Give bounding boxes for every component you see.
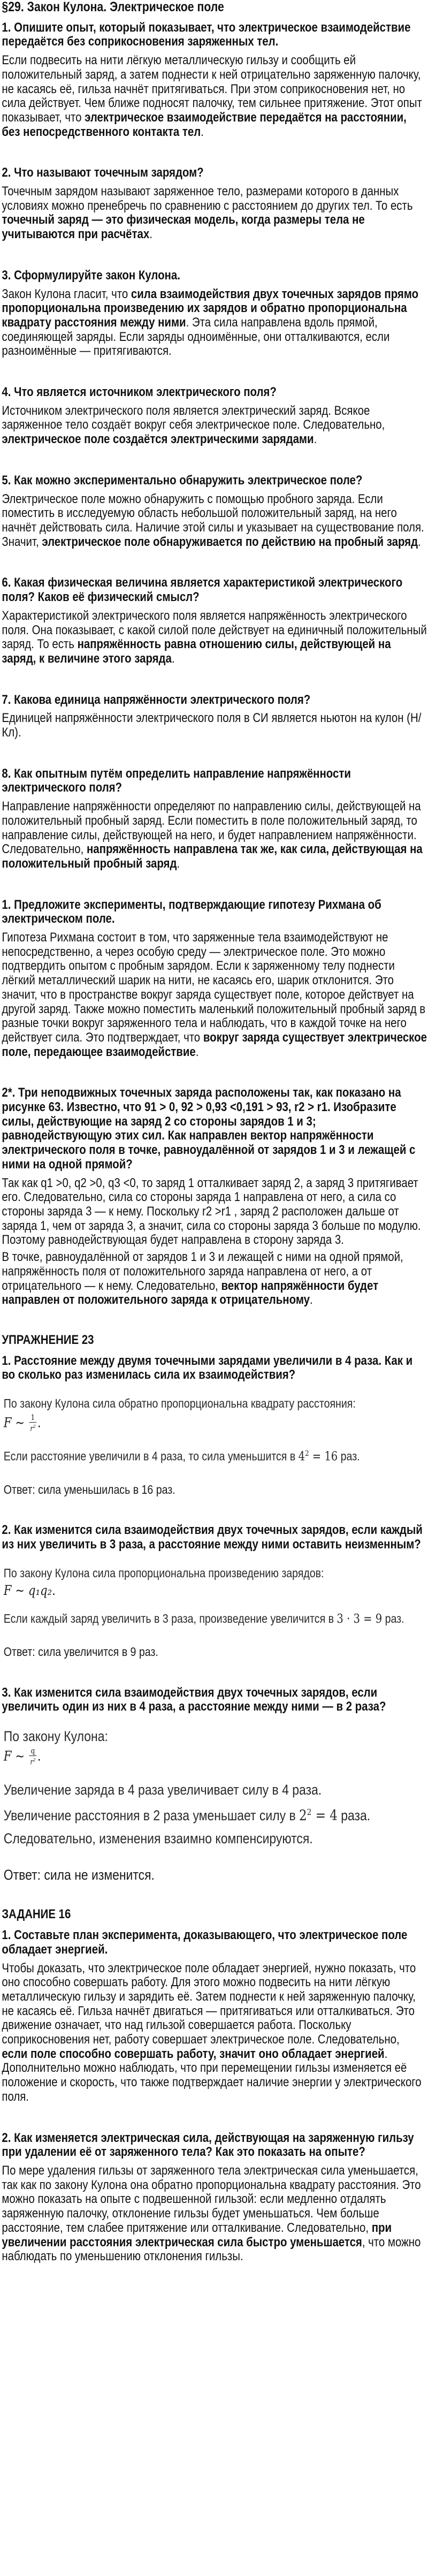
text-segment: 1. Составьте план эксперимента, доказывающего, что электрическое поле обладает энергией.: [2, 1928, 408, 1957]
fraction: [29, 1414, 37, 1433]
text-segment: . Эта сила направлена вдоль прямой, соединяющей заряды. Если заряды одноимённые, они отталкиваются, если разноимённые — притягиваются.: [2, 315, 390, 359]
text-segment: В точке, равноудалённой от зарядов 1 и 3 и лежащей с ними на одной прямой, напряжённость поля от положительного заряда направлена от него, а от отрицательного — к нему. Следовательно,: [2, 1250, 403, 1293]
text-segment: Направление напряжённости определяют по направлению силы, действующей на положительный пробный заряд. Если поместить в поле положительный заряд, то направление силы, действующей на него, и будет направлением напряжённости. Следовательно,: [2, 799, 421, 857]
question-heading: [2, 166, 427, 180]
text-segment: Следовательно, изменения взаимно компенсируются.: [3, 1830, 313, 1846]
text-segment: По закону Кулона:: [3, 1728, 108, 1745]
answer-paragraph: [2, 2164, 427, 2264]
text-segment: Ответ: сила увеличится в 9 раз.: [3, 1644, 158, 1659]
text-segment: 3. Как изменится сила взаимодействия двух точечных зарядов, если увеличить один из них в 4 раза, а расстояние между ними — в 2 раза?: [2, 1685, 386, 1714]
question-heading: [2, 385, 427, 400]
text-segment: По закону Кулона сила обратно пропорциональна квадрату расстояния:: [3, 1396, 356, 1411]
text-segment: Ответ: сила уменьшилась в 16 раз.: [3, 1482, 175, 1496]
denominator-exponent: 2: [33, 1757, 36, 1763]
bold-text: напряжённость равна отношению силы, действующей на заряд, к величине этого заряда: [2, 637, 391, 666]
text-segment: Если каждый заряд увеличить в 3 раза, произведение увеличится в: [3, 1612, 337, 1626]
text-segment: Характеристикой электрического поля является напряжённость электрического поля. Она показывает, с какой силой поле действует на единичный положительный заряд. То есть: [2, 608, 427, 652]
text-segment: Гипотеза Рихмана состоит в том, что заряженные тела взаимодействуют не непосредственно, а через особую среду — электрическое поле. Это можно подтвердить опытом с пробным зарядом. Если к заряженному телу поднести лёгкий металлический шарик на нити, не касаясь его, шарик отклонится. Это значит, что в пространстве вокруг заряда существует поле, которое действует на другой заряд. Также можно поместить маленький положительный пробный заряд в разные точки вокруг заряженного тела и наблюдать, что в каждой точке на него действует сила. Это подтверждает, что: [2, 930, 426, 1045]
text-segment: .: [314, 432, 317, 447]
text-segment: раза.: [337, 1807, 371, 1823]
answer-paragraph: [2, 404, 427, 447]
bold-text: электрическое поле обнаруживается по действию на пробный заряд: [42, 534, 418, 549]
denominator-exponent: 2: [33, 1423, 36, 1429]
text-segment: .: [171, 651, 175, 666]
bold-text: сила взаимодействия двух точечных зарядов прямо пропорциональна произведению их зарядов и обратно пропорциональна квадрату расстояния между ними: [2, 286, 419, 330]
answer-line: [2, 1868, 427, 1882]
solution-text: [2, 1447, 427, 1464]
answer-paragraph: [2, 1176, 427, 1248]
text-segment: 4. Что является источником электрического поля?: [2, 385, 277, 400]
math-text: .: [52, 1582, 56, 1598]
math-text: = 16: [309, 1450, 338, 1464]
superscript: 2: [305, 1449, 309, 1458]
text-segment: 1. Опишите опыт, который показывает, что электрическое взаимодействие передаётся без соприкосновения заряженных тел.: [2, 20, 411, 49]
formula-end: .: [37, 1748, 41, 1764]
bold-text: вектор напряжённости будет направлен от положительного заряда к отрицательному: [2, 1278, 379, 1308]
question-heading: [2, 1354, 427, 1382]
solution-text: [2, 1612, 427, 1627]
formula-relation: ∼: [11, 1415, 28, 1431]
text-segment: 2. Как изменяется электрическая сила, действующая на заряженную гильзу при удалении её от заряженного тела? Как это показать на опыте?: [2, 2130, 414, 2160]
question-heading: [2, 767, 427, 795]
answer-paragraph: [2, 711, 427, 740]
answer-paragraph: [2, 609, 427, 666]
text-segment: 1. Расстояние между двумя точечными зарядами увеличили в 4 раза. Как и во сколько раз изменилась сила их взаимодействия?: [2, 1353, 413, 1382]
question-heading: [2, 1523, 427, 1552]
text-segment: Чтобы доказать, что электрическое поле обладает энергией, нужно показать, что оно способно совершать работу. Для этого можно подвесить на нити лёгкую металлическую гильзу и зарядить её. Затем поднести к ней заряженную палочку, не касаясь её. Гильза начнёт двигаться — притягиваться или отталкиваться. Это движение означает, что над гильзой совершается работа. Поскольку соприкосновения нет, работу совершает электрическое поле. Следовательно,: [2, 1961, 416, 2047]
denominator-base: r: [30, 1758, 33, 1767]
bold-text: электрическое взаимодействие передаётся на расстоянии, без непосредственного контакта тел: [2, 110, 407, 139]
text-segment: Если подвесить на нити лёгкую металлическую гильзу и сообщить ей положительный заряд, а затем поднести к ней отрицательно заряженную палочку, не касаясь её, гильза начнёт притягиваться. При этом соприкосновения нет, но сила действует. Чем ближе подносят палочку, тем сильнее притяжение. Этот опыт показывает, что: [2, 53, 422, 125]
text-segment: .: [177, 856, 180, 871]
answer-paragraph: [2, 1962, 427, 2104]
fraction-denominator: [29, 1756, 37, 1767]
math-text: 4: [298, 1450, 305, 1464]
fraction-denominator: [29, 1423, 37, 1433]
text-segment: раз.: [338, 1449, 360, 1464]
bold-text: если поле способно совершать работу, значит оно обладает энергией: [2, 2046, 385, 2061]
text-segment: Электрическое поле можно обнаружить с помощью пробного заряда. Если поместить в исследуемую область небольшой положительный заряд, на него начнёт действовать сила. Наличие этой силы и указывает на существование поля. Значит,: [2, 491, 424, 549]
text-segment: Увеличение заряда в 4 раза увеличивает силу в 4 раза.: [3, 1781, 322, 1798]
text-segment: 2. Как изменится сила взаимодействия двух точечных зарядов, если каждый из них увеличить в 3 раза, а расстояние между ними оставить неизменным?: [2, 1523, 423, 1552]
answer-paragraph: [2, 287, 427, 359]
text-segment: По мере удаления гильзы от заряженного тела электрическая сила уменьшается, так как по закону Кулона она обратно пропорциональна квадрату расстояния. Это можно показать на опыте с подвешенной гильзой: если медленно отдалять заряженную палочку, отклонение гильзы будет уменьшаться. Чем больше расстояние, тем слабее притяжение или отталкивание. Следовательно,: [2, 2163, 421, 2235]
text-segment: Закон Кулона гласит, что: [2, 286, 131, 301]
text-segment: 5. Как можно экспериментально обнаружить электрическое поле?: [2, 473, 363, 488]
math-text: = 4: [311, 1807, 338, 1824]
text-segment: 2*. Три неподвижных точечных заряда расположены так, как показано на рисунке 63. Известно, что 91 > 0, 92 > 0,93 <0,191 > 93, r2 > r1. Изобразите силы, действующие на заряд 2 со стороны зарядов 1 и 3; равнодействующую этих сил. Как направлен вектор напряжённости электрического поля в точке, равноудалённой от зарядов 1 и 3 и лежащей с ними на одной прямой?: [2, 1085, 416, 1172]
text-segment: Ответ: сила не изменится.: [3, 1866, 155, 1883]
section-heading: [2, 1908, 427, 1922]
math-text: 3 · 3 = 9: [337, 1612, 383, 1627]
bold-text: напряжённость направлена так же, как сила, действующая на положительный пробный заряд: [2, 842, 423, 871]
text-segment: По закону Кулона сила пропорциональна произведению зарядов:: [3, 1566, 324, 1580]
text-segment: .: [201, 124, 204, 139]
text-segment: Если расстояние увеличили в 4 раза, то сила уменьшится в: [3, 1449, 299, 1464]
formula-lhs: F: [3, 1415, 12, 1431]
math-text: ∼: [11, 1582, 28, 1598]
solution-text: [2, 1728, 427, 1744]
bold-text: точечный заряд — это физическая модель, когда размеры тела не учитываются при расчётах: [2, 212, 365, 242]
text-segment: 2. Что называют точечным зарядом?: [2, 165, 204, 180]
text-segment: .: [418, 534, 421, 549]
question-heading: [2, 2131, 427, 2160]
answer-paragraph: [2, 931, 427, 1059]
text-segment: Точечным зарядом называют заряженное тело, размерами которого в данных условиях можно пренебречь по сравнению с расстоянием до других тел. То есть: [2, 184, 413, 213]
question-heading: [2, 576, 427, 604]
formula-lhs: F: [3, 1748, 12, 1764]
text-segment: .: [195, 1044, 199, 1059]
text-segment: Увеличение расстояния в 2 раза уменьшает силу в: [3, 1807, 300, 1823]
formula: [2, 1747, 427, 1767]
question-heading: [2, 1928, 427, 1957]
text-segment: Единицей напряжённости электрического поля в СИ является ньютон на кулон (Н/Кл).: [2, 711, 422, 740]
answer-paragraph: [2, 800, 427, 871]
solution-text: [2, 1804, 427, 1824]
page-title: [2, 0, 427, 14]
text-segment: Так как q1 >0, q2 >0, q3 <0, то заряд 1 отталкивает заряд 2, а заряд 3 притягивает его. Следовательно, сила со стороны заряда 1 направлена от него, а сила со стороны заряда 3 — к нему. Поскольку r2 >r1 , заряд 2 расположен дальше от заряда 1, чем от заряда 3, а значит, сила со стороны заряда 3 больше по модулю. Поэтому равнодействующая будет направлена в сторону заряда 3.: [2, 1175, 421, 1248]
math-text: q₁q₂: [28, 1582, 52, 1598]
answer-line: [2, 1483, 427, 1497]
math-text: F: [3, 1582, 12, 1598]
formula: [2, 1414, 427, 1433]
answer-paragraph: [2, 54, 427, 139]
text-segment: 3. Сформулируйте закон Кулона.: [2, 268, 180, 283]
answer-paragraph: [2, 185, 427, 242]
text-segment: §29. Закон Кулона. Электрическое поле: [2, 0, 224, 14]
denominator-base: r: [30, 1424, 33, 1433]
fraction: [29, 1747, 37, 1767]
question-heading: [2, 1686, 427, 1714]
question-heading: [2, 21, 427, 49]
text-segment: 8. Как опытным путём определить направление напряжённости электрического поля?: [2, 766, 351, 795]
math-text: 2: [299, 1807, 307, 1824]
superscript: 2: [307, 1806, 312, 1817]
solution-text: [2, 1396, 427, 1411]
question-heading: [2, 693, 427, 708]
question-heading: [2, 269, 427, 283]
bold-text: вокруг заряда существует электрическое поле, передающее взаимодействие: [2, 1030, 427, 1059]
text-segment: .: [309, 1293, 313, 1308]
answer-paragraph: [2, 492, 427, 550]
formula: [2, 1584, 427, 1598]
section-heading: [2, 1333, 427, 1348]
question-heading: [2, 1086, 427, 1172]
text-segment: раз.: [382, 1612, 404, 1626]
solution-text: [2, 1782, 427, 1798]
text-segment: .: [149, 227, 152, 242]
text-segment: 1. Предложите эксперименты, подтверждающие гипотезу Рихмана об электрическом поле.: [2, 897, 381, 926]
text-segment: Источником электрического поля является электрический заряд. Всякое заряженное тело создаёт вокруг себя электрическое поле. Следовательно,: [2, 403, 385, 432]
fraction-numerator: 1: [29, 1414, 37, 1423]
text-segment: 6. Какая физическая величина является характеристикой электрического поля? Каков её физический смысл?: [2, 575, 403, 605]
answer-paragraph: [2, 1250, 427, 1308]
solution-text: [2, 1566, 427, 1580]
fraction-numerator: q: [29, 1747, 37, 1756]
bold-text: электрическое поле создаётся электрическими зарядами: [2, 432, 314, 447]
text-segment: , что можно наблюдать по уменьшению отклонения гильзы.: [2, 2235, 421, 2264]
text-segment: ЗАДАНИЕ 16: [2, 1907, 71, 1922]
text-segment: 7. Какова единица напряжённости электрического поля?: [2, 692, 311, 707]
answer-line: [2, 1645, 427, 1659]
formula-end: .: [37, 1415, 41, 1431]
text-segment: УПРАЖНЕНИЕ 23: [2, 1332, 94, 1347]
text-segment: . Дополнительно можно наблюдать, что при перемещении гильзы изменяется её положение и скорость, что также подтверждает наличие энергии у электрического поля.: [2, 2046, 422, 2104]
formula-relation: ∼: [11, 1748, 28, 1764]
bold-text: при увеличении расстояния электрическая сила быстро уменьшается: [2, 2220, 392, 2250]
question-heading: [2, 898, 427, 926]
solution-text: [2, 1830, 427, 1846]
question-heading: [2, 474, 427, 488]
